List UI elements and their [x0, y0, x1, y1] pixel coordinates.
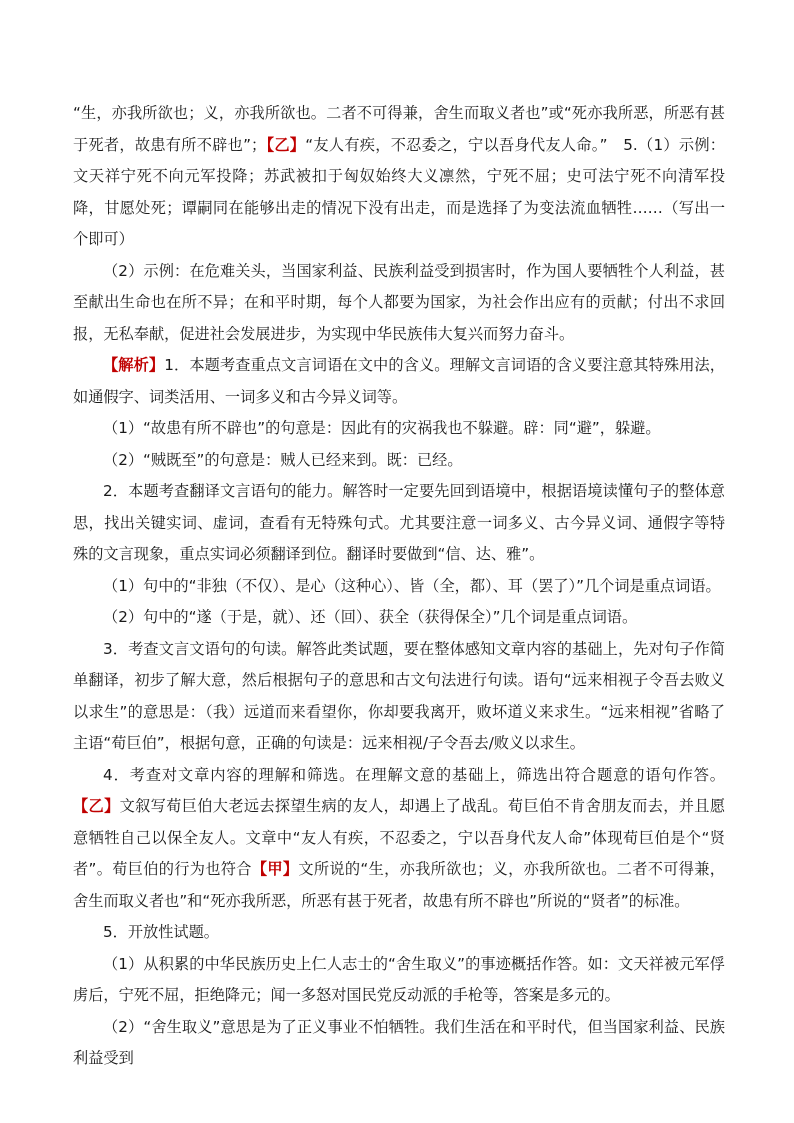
- text-run: 3．考查文言文语句的句读。解答此类试题，要在整体感知文章内容的基础上，先对句子作简单翻译，初步了解大意，然后根据句子的意思和古文句法进行句读。语句“远来相视子令吾去败义以求生”的意思是：（我）远道而来看望你，你却要我离开，败坏道义来求生。“远来相视”省略了主语“荀巨伯”，根据句意，正确的句读是：远来相视/子令吾去/败义以求生。: [73, 639, 725, 752]
- text-run: （2）“舍生取义”意思是为了正义事业不怕牺牲。我们生活在和平时代，但当国家利益、民族利益受到: [73, 1017, 725, 1067]
- text-run: （2）句中的“遂（于是，就）、还（回）、获全（获得保全）”几个词是重点词语。: [103, 608, 638, 626]
- text-run: （1）从积累的中华民族历史上仁人志士的“舍生取义”的事迹概括作答。如：文天祥被元军俘虏后，宁死不屈，拒绝降元；闻一多怒对国民党反动派的手枪等，答案是多元的。: [73, 954, 725, 1004]
- text-run: 4．考查对文章内容的理解和筛选。在理解文意的基础上，筛选出符合题意的语句作答。: [103, 765, 725, 784]
- text-run: “生，亦我所欲也；义，亦我所欲也。二者不可得兼，舍生而取义者也”或“死亦我所恶，所恶有甚于死者，故患有所不辟也”；: [73, 104, 725, 154]
- marker-label: 【乙】: [266, 135, 306, 154]
- paragraph: [73, 571, 725, 603]
- text-run: 1．本题考查重点文言词语在文中的含义。理解文言词语的含义要注意其特殊用法，如通假字、词类活用、一词多义和古今异义词等。: [73, 356, 725, 406]
- text-run: 2．本题考查翻译文言语句的能力。解答时一定要先回到语境中，根据语境读懂句子的整体意思，找出关键实词、虚词，查看有无特殊句式。尤其要注意一词多义、古今异义词、通假字等特殊的文言现象，重点实词必须翻译到位。翻译时要做到“信、达、雅”。: [73, 482, 725, 563]
- text-run: （2）示例：在危难关头，当国家利益、民族利益受到损害时，作为国人要牺牲个人利益，甚至献出生命也在所不异；在和平时期，每个人都要为国家，为社会作出应有的贡献；付出不求回报，无私奉献，促进社会发展进步，为实现中华民族伟大复兴而努力奋斗。: [73, 261, 725, 343]
- paragraph: [73, 1012, 725, 1075]
- paragraph: [73, 760, 725, 918]
- text-run: （1）“故患有所不辟也”的句意是：因此有的灾祸我也不躲避。辟：同“避”，躲避。: [103, 419, 661, 437]
- paragraph: [73, 413, 725, 445]
- text-run: 5．开放性试题。: [103, 923, 219, 941]
- paragraph: [73, 634, 725, 760]
- paragraph: [73, 602, 725, 634]
- paragraph: [73, 256, 725, 351]
- marker-label: 【解析】: [103, 356, 165, 374]
- text-run: 文叙写荀巨伯大老远去探望生病的友人，却遇上了战乱。荀巨伯不肯舍朋友而去，并且愿意牺牲自己以保全友人。文章中“友人有疾，不忍委之，宁以吾身代友人命”体现荀巨伯是个“贤者”。荀巨伯的行为也符合: [73, 797, 726, 878]
- text-run: 文所说的“生，亦我所欲也；义，亦我所欲也。二者不可得兼，舍生而取义者也”和“死亦我所恶，所恶有甚于死者，故患有所不辟也”所说的“贤者”的标准。: [73, 860, 725, 910]
- text-run: （1）句中的“非独（不仅）、是心（这种心）、皆（全，都）、耳（罢了）”几个词是重点词语。: [103, 576, 721, 595]
- marker-label: 【甲】: [251, 860, 299, 878]
- paragraph: [73, 98, 725, 256]
- paragraph: [73, 949, 725, 1012]
- text-run: （2）“贼既至”的句意是：贼人已经来到。既：已经。: [103, 450, 463, 469]
- paragraph: [73, 476, 725, 571]
- text-run: “友人有疾，不忍委之，宁以吾身代友人命。” 5.（1）示例：文天祥宁死不向元军投降；苏武被扣于匈奴始终大义凛然，宁死不屈；史可法宁死不向清军投降，甘愿处死；谭嗣同在能够出走的情况下没有出走，而是选择了为变法流血牺牲……（写出一个即可）: [73, 135, 725, 248]
- paragraph: [73, 917, 725, 949]
- document-body: [73, 98, 725, 1075]
- paragraph: [73, 350, 725, 413]
- marker-label: 【乙】: [73, 797, 120, 815]
- paragraph: [73, 445, 725, 477]
